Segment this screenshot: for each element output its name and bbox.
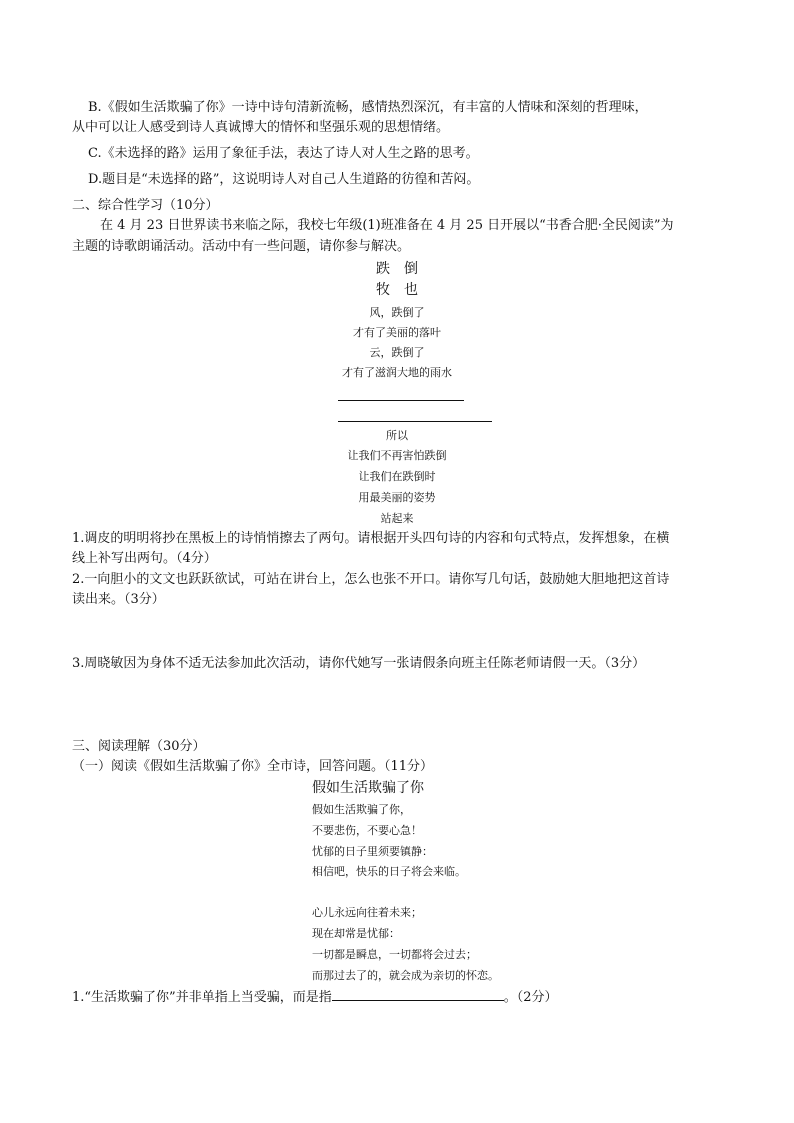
reading-poem-line: 心儿永远向往着未来； xyxy=(312,906,422,919)
option-b-line2: 从中可以让人感受到诗人真诚博大的情怀和坚强乐观的思想情绪。 xyxy=(72,120,450,135)
poem-line: 用最美丽的姿势 xyxy=(358,491,436,504)
answer-blank-3[interactable] xyxy=(332,988,504,1001)
reading-poem-line: 而那过去了的，就会成为亲切的怀恋。 xyxy=(312,969,499,982)
option-c: C.《未选择的路》运用了象征手法，表达了诗人对人生之路的思考。 xyxy=(88,146,479,161)
answer-blank-1[interactable] xyxy=(338,400,464,401)
option-d: D.题目是“未选择的路”，这说明诗人对自己人生道路的彷徨和苦闷。 xyxy=(88,172,480,187)
section3-heading: 三、阅读理解（30分） xyxy=(72,739,206,754)
reading-question-1-text: 1.“生活欺骗了你”并非单指上当受骗，而是指 xyxy=(72,990,332,1005)
poem-author: 牧 也 xyxy=(376,282,418,298)
option-b-line1: B.《假如生活欺骗了你》一诗中诗句清新流畅，感情热烈深沉，有丰富的人情味和深刻的哲理味， xyxy=(88,100,648,115)
reading-poem-line: 现在却常是忧郁： xyxy=(312,927,400,940)
poem-line: 风，跌倒了 xyxy=(369,306,425,319)
reading-question-1 xyxy=(72,988,557,1007)
section3-sub1: （一）阅读《假如生活欺骗了你》全市诗，回答问题。（11分） xyxy=(72,759,434,774)
answer-blank-2[interactable] xyxy=(338,421,492,422)
question-2-line2: 读出来。（3分） xyxy=(72,592,165,607)
reading-question-1-suffix: 。（2分） xyxy=(503,990,558,1005)
reading-poem-line: 不要悲伤，不要心急！ xyxy=(312,824,422,837)
reading-poem-line: 相信吧，快乐的日子将会来临。 xyxy=(312,865,466,878)
poem-line: 云，跌倒了 xyxy=(369,346,425,359)
reading-poem-line: 假如生活欺骗了你， xyxy=(312,803,411,816)
section2-heading: 二、综合性学习（10分） xyxy=(72,198,219,213)
poem-line: 站起来 xyxy=(380,512,414,525)
poem-title: 跌 倒 xyxy=(376,261,418,277)
poem-line: 所以 xyxy=(386,429,408,442)
poem-line: 让我们不再害怕跌倒 xyxy=(347,449,447,462)
question-1-line1: 1.调皮的明明将抄在黑板上的诗悄悄擦去了两句。请根据开头四句诗的内容和句式特点，发挥想象，在横 xyxy=(72,531,670,546)
reading-poem-title: 假如生活欺骗了你 xyxy=(312,780,424,796)
section2-intro-line1: 在 4 月 23 日世界读书来临之际，我校七年级(1)班准备在 4 月 25 日开展以“书香合肥·全民阅读”为 xyxy=(100,218,674,233)
section2-intro-line2: 主题的诗歌朗诵活动。活动中有一些问题，请你参与解决。 xyxy=(72,239,411,254)
question-3: 3.周晓敏因为身体不适无法参加此次活动，请你代她写一张请假条向班主任陈老师请假一天。（3分） xyxy=(72,656,646,671)
question-1-line2: 线上补写出两句。（4分） xyxy=(72,551,217,566)
poem-line: 才有了滋润大地的雨水 xyxy=(342,366,452,379)
reading-poem-line: 忧郁的日子里须要镇静： xyxy=(312,845,433,858)
reading-poem-line: 一切都是瞬息，一切都将会过去； xyxy=(312,948,477,961)
poem-line: 让我们在跌倒时 xyxy=(358,470,436,483)
question-2-line1: 2.一向胆小的文文也跃跃欲试，可站在讲台上，怎么也张不开口。请你写几句话，鼓励她大胆地把这首诗 xyxy=(72,572,670,587)
poem-line: 才有了美丽的落叶 xyxy=(353,326,441,339)
